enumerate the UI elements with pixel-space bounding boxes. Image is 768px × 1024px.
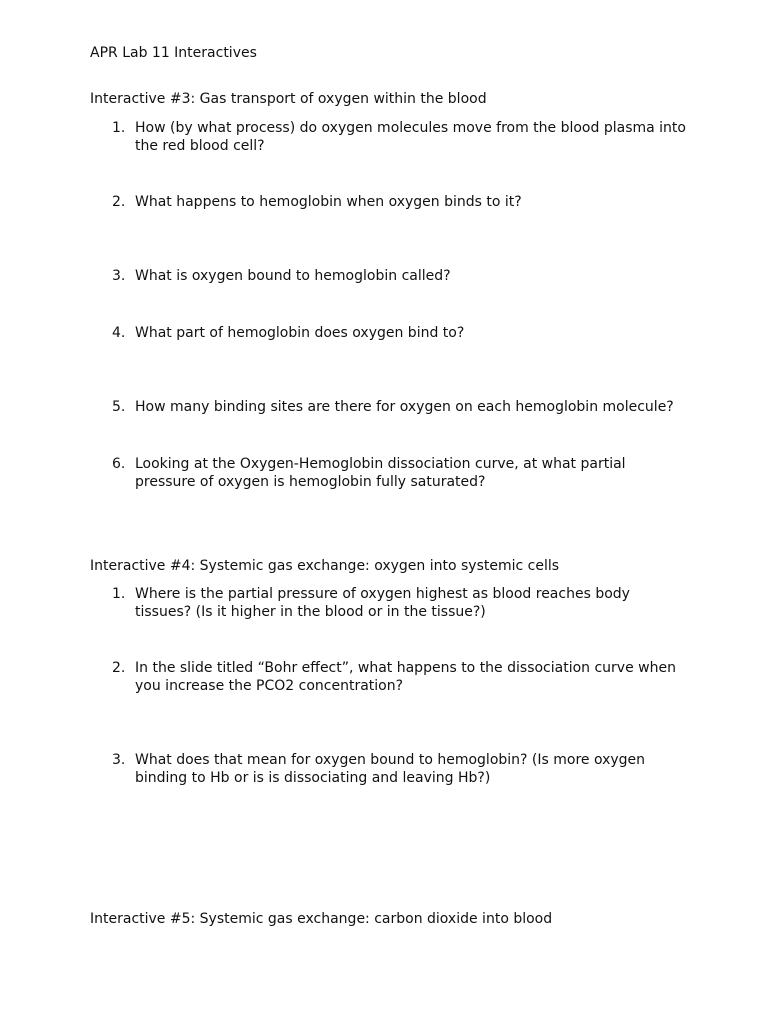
question-number: 1. xyxy=(112,120,126,136)
question-number: 4. xyxy=(112,325,126,341)
question-number: 5. xyxy=(112,399,126,415)
section-heading-interactive-3: Interactive #3: Gas transport of oxygen within the blood xyxy=(90,91,487,107)
section-heading-interactive-5: Interactive #5: Systemic gas exchange: carbon dioxide into blood xyxy=(90,911,553,927)
question-number: 2. xyxy=(112,194,126,210)
question-number: 2. xyxy=(112,660,126,676)
question-text: In the slide titled “Bohr effect”, what happens to the dissociation curve when you increase the PCO2 concentration? xyxy=(135,660,676,694)
question-number: 3. xyxy=(112,268,126,284)
question-text: Looking at the Oxygen-Hemoglobin dissociation curve, at what partial pressure of oxygen is hemoglobin fully saturated? xyxy=(135,456,626,490)
section-heading-interactive-4: Interactive #4: Systemic gas exchange: oxygen into systemic cells xyxy=(90,558,560,574)
question-number: 6. xyxy=(112,456,126,472)
question-number: 3. xyxy=(112,752,126,768)
question-text: Where is the partial pressure of oxygen highest as blood reaches body tissues? (Is it higher in the blood or in the tissue?) xyxy=(135,586,630,620)
question-text: How (by what process) do oxygen molecules move from the blood plasma into the red blood cell? xyxy=(135,120,686,154)
question-text: What happens to hemoglobin when oxygen binds to it? xyxy=(135,194,522,210)
question-text: What is oxygen bound to hemoglobin called? xyxy=(135,268,451,284)
document-title: APR Lab 11 Interactives xyxy=(90,45,257,61)
question-number: 1. xyxy=(112,586,126,602)
question-text: How many binding sites are there for oxygen on each hemoglobin molecule? xyxy=(135,399,674,415)
question-text: What part of hemoglobin does oxygen bind to? xyxy=(135,325,465,341)
question-text: What does that mean for oxygen bound to hemoglobin? (Is more oxygen binding to Hb or is is dissociating and leaving Hb?) xyxy=(135,752,646,786)
